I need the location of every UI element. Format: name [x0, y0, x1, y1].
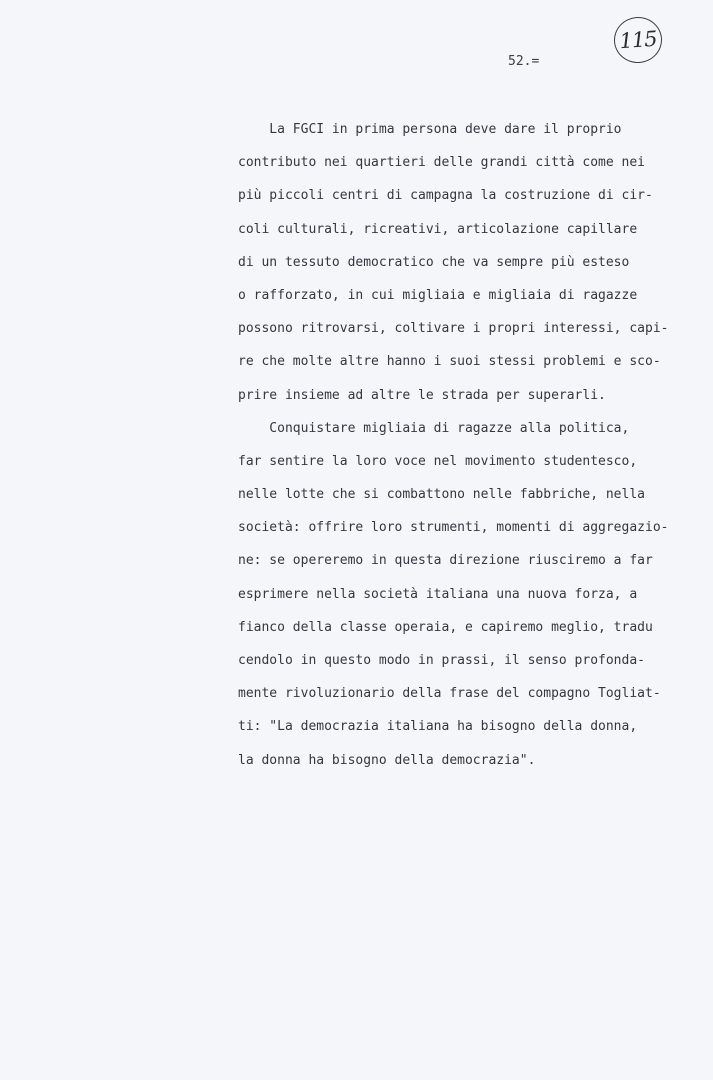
text-line: esprimere nella società italiana una nuova forza, a: [238, 586, 638, 602]
text-line: più piccoli centri di campagna la costruzione di cir-: [238, 188, 653, 204]
text-line: società: offrire loro strumenti, momenti di aggregazio-: [238, 520, 669, 536]
text-line: far sentire la loro voce nel movimento studentesco,: [238, 453, 638, 469]
text-line: Conquistare migliaia di ragazze alla politica,: [238, 420, 630, 436]
text-line: o rafforzato, in cui migliaia e migliaia di ragazze: [238, 287, 638, 303]
text-line: la donna ha bisogno della democrazia".: [238, 752, 536, 768]
text-line: nelle lotte che si combattono nelle fabbriche, nella: [238, 487, 645, 503]
text-line: cendolo in questo modo in prassi, il senso profonda-: [238, 653, 645, 668]
text-line: coli culturali, ricreativi, articolazione capillare: [238, 221, 638, 237]
paragraph-2: [238, 419, 678, 784]
text-line: fianco della classe operaia, e capiremo meglio, tradu: [238, 619, 653, 635]
text-line: prire insieme ad altre le strada per superarli.: [238, 387, 606, 403]
text-line: mente rivoluzionario della frase del compagno Togliat-: [238, 686, 661, 702]
text-line: ne: se opereremo in questa direzione riusciremo a far: [238, 553, 653, 569]
page-stamp: 115: [612, 15, 663, 64]
text-line: di un tessuto democratico che va sempre più esteso: [238, 254, 630, 270]
text-line: contributo nei quartieri delle grandi città come nei: [238, 155, 645, 171]
text-line: La FGCI in prima persona deve dare il proprio: [238, 122, 622, 137]
text-line: possono ritrovarsi, coltivare i propri interessi, capi-: [238, 321, 669, 337]
text-line: ti: "La democrazia italiana ha bisogno della donna,: [238, 719, 638, 735]
paragraph-1: [238, 120, 678, 419]
text-line: re che molte altre hanno i suoi stessi problemi e sco-: [238, 354, 661, 370]
page-number: 52.=: [508, 54, 540, 69]
body-text: [238, 120, 678, 784]
